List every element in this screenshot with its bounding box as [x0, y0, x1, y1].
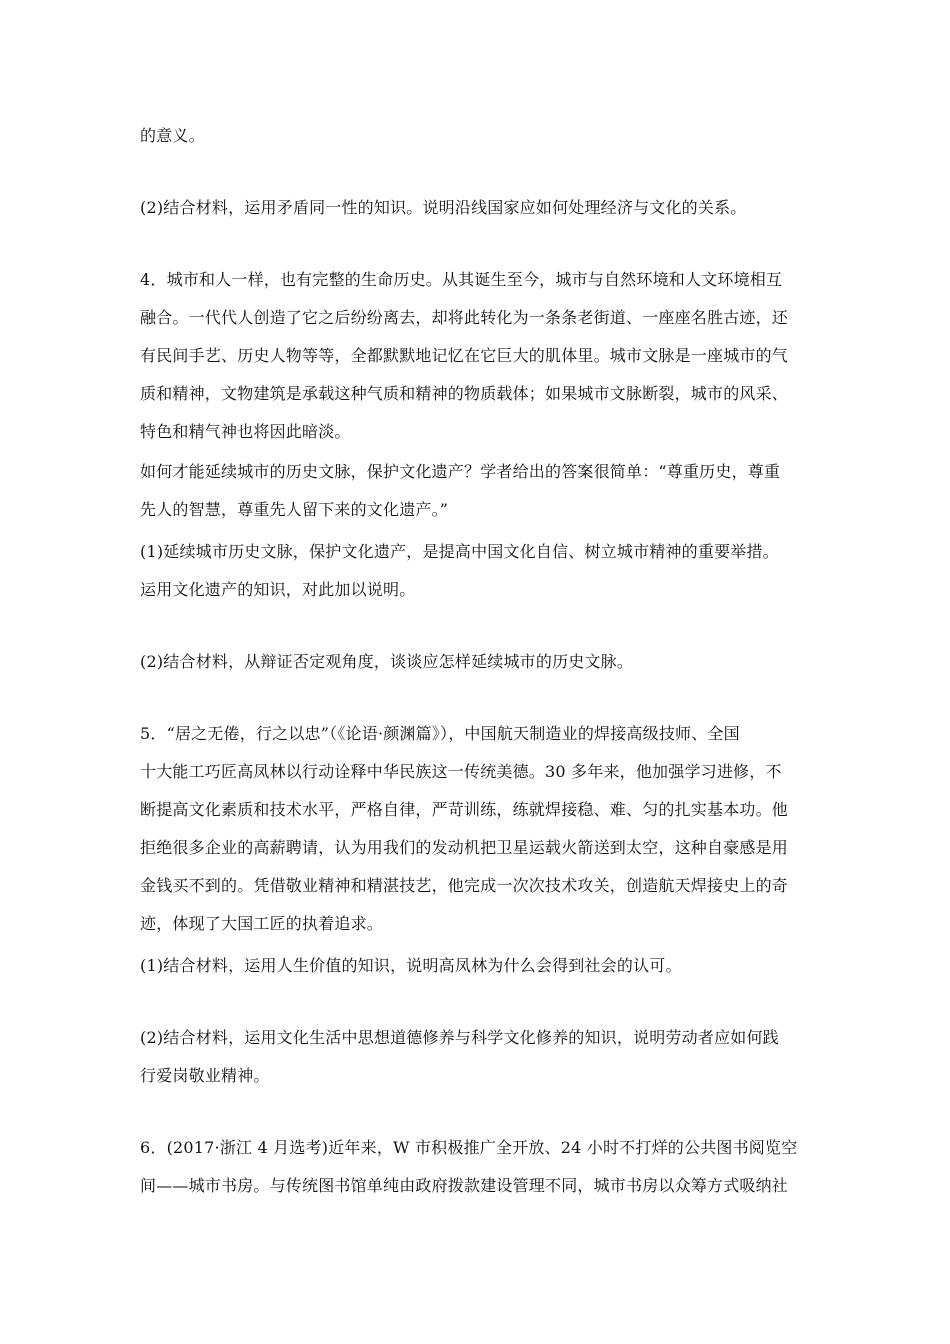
text-line: 行爱岗敬业精神。: [140, 1066, 270, 1085]
text-line: (2)结合材料，运用文化生活中思想道德修养与科学文化修养的知识，说明劳动者应如何践: [140, 1028, 779, 1047]
text-line: 运用文化遗产的知识，对此加以说明。: [140, 580, 416, 599]
text-line: 4．城市和人一样，也有完整的生命历史。从其诞生至今，城市与自然环境和人文环境相互: [140, 270, 783, 289]
text-line: 断提高文化素质和技术水平，严格自律，严苛训练，练就焊接稳、难、匀的扎实基本功。他: [140, 800, 789, 819]
text-line: 迹，体现了大国工匠的执着追求。: [140, 914, 384, 933]
text-line: (2)结合材料，从辩证否定观角度，谈谈应怎样延续城市的历史文脉。: [140, 652, 634, 671]
text-line: (2)结合材料，运用矛盾同一性的知识。说明沿线国家应如何处理经济与文化的关系。: [140, 198, 747, 217]
text-line: 融合。一代代人创造了它之后纷纷离去，却将此转化为一条条老街道、一座座名胜古迹，还: [140, 308, 789, 327]
text-line: 十大能工巧匠高凤林以行动诠释中华民族这一传统美德。30 多年来，他加强学习进修，不: [140, 762, 782, 781]
text-line: 间——城市书房。与传统图书馆单纯由政府拨款建设管理不同，城市书房以众筹方式吸纳社: [140, 1176, 789, 1195]
text-line: (1)延续城市历史文脉，保护文化遗产，是提高中国文化自信、树立城市精神的重要举措。: [140, 542, 779, 561]
text-line: 的意义。: [140, 126, 205, 145]
text-line: 如何才能延续城市的历史文脉，保护文化遗产？学者给出的答案很简单：“尊重历史，尊重: [140, 462, 781, 481]
text-line: 质和精神，文物建筑是承载这种气质和精神的物质载体；如果城市文脉断裂，城市的风采、: [140, 384, 789, 403]
text-line: 先人的智慧，尊重先人留下来的文化遗产。”: [140, 500, 449, 519]
text-line: 拒绝很多企业的高薪聘请，认为用我们的发动机把卫星运载火箭送到太空，这种自豪感是用: [140, 838, 789, 857]
text-line: 金钱买不到的。凭借敬业精神和精湛技艺，他完成一次次技术攻关，创造航天焊接史上的奇: [140, 876, 789, 895]
text-line: 5．“居之无倦，行之以忠”（《论语·颜渊篇》），中国航天制造业的焊接高级技师、全国: [140, 724, 740, 743]
text-line: 有民间手艺、历史人物等等，全都默默地记忆在它巨大的肌体里。城市文脉是一座城市的气: [140, 346, 789, 365]
text-line: 特色和精气神也将因此暗淡。: [140, 422, 351, 441]
text-line: (1)结合材料，运用人生价值的知识，说明高凤林为什么会得到社会的认可。: [140, 956, 682, 975]
text-line: 6．(2017·浙江 4 月选考)近年来，W 市积极推广全开放、24 小时不打烊的公共图书阅览空: [140, 1138, 798, 1157]
